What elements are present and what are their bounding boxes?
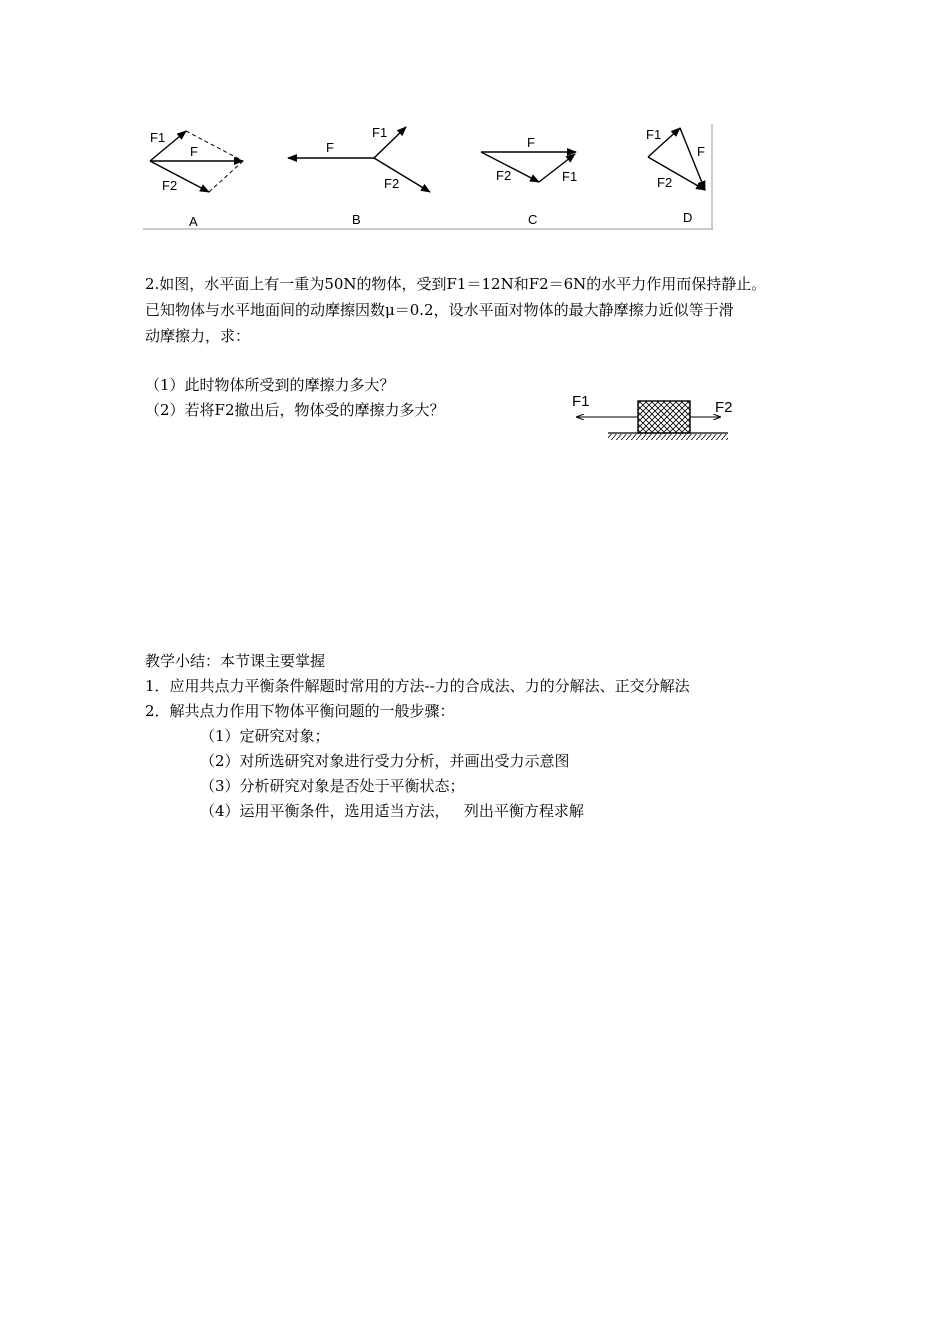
summary-item-2: 2．解共点力作用下物体平衡问题的一般步骤： [145,702,455,720]
summary-heading: 教学小结：本节课主要掌握 [145,652,326,670]
problem2-intro-line3: 动摩擦力，求： [145,327,251,345]
problem2-question-2: （2）若将F2撤出后，物体受的摩擦力多大？ [145,401,445,419]
option-a-diagram [150,130,243,229]
force-diagram-figure [138,118,718,234]
summary-step: （4）运用平衡条件，选用适当方法， 列出平衡方程求解 [200,802,584,820]
problem2-intro-line2: 已知物体与水平地面间的动摩擦因数μ＝0.2，设水平面对物体的最大静摩擦力近似等于滑 [145,301,734,319]
option-a-dashed-bottom [209,161,243,192]
hatched-block [638,401,690,433]
option-c-f-label: F [527,135,535,150]
block-on-surface-figure [568,390,740,442]
option-d-f-label: F [697,144,705,159]
block-figure-svg [568,390,740,442]
option-b-f1-label: F1 [372,125,388,140]
option-b-diagram [288,125,430,227]
summary-item-1: 1．应用共点力平衡条件解题时常用的方法--力的合成法、力的分解法、正交分解法 [145,677,690,695]
option-b-f-label: F [326,140,334,155]
force-diagram-svg [138,118,718,234]
summary-step: （3）分析研究对象是否处于平衡状态； [200,777,465,795]
f1-label: F1 [572,393,590,410]
option-d-letter: D [683,210,693,225]
summary-step: （2）对所选研究对象进行受力分析，并画出受力示意图 [200,752,570,770]
problem2-question-1: （1）此时物体所受到的摩擦力多大？ [145,376,395,394]
problem2-intro-line1: 2.如图，水平面上有一重为50N的物体，受到F1＝12N和F2＝6N的水平力作用而保持静止。 [145,275,767,293]
ground-hatching [608,434,728,440]
summary-step: （1）定研究对象； [200,727,330,745]
option-c-letter: C [528,212,538,227]
option-a-f-label: F [190,144,198,159]
option-c-f1-label: F1 [562,169,578,184]
option-a-f1-label: F1 [150,130,166,145]
option-c-diagram [481,135,577,227]
option-b-letter: B [352,212,361,227]
option-a-f2-arrow [150,161,209,192]
option-b-f2-label: F2 [384,176,400,191]
option-a-f2-label: F2 [162,178,178,193]
option-d-f2-label: F2 [657,175,673,190]
option-d-f-arrow [680,128,705,190]
option-d-f1-label: F1 [646,127,662,142]
f2-label: F2 [715,399,733,416]
option-a-letter: A [189,214,198,229]
option-b-f2-arrow [374,158,430,192]
option-d-diagram [646,127,705,225]
option-c-f2-label: F2 [496,168,512,183]
